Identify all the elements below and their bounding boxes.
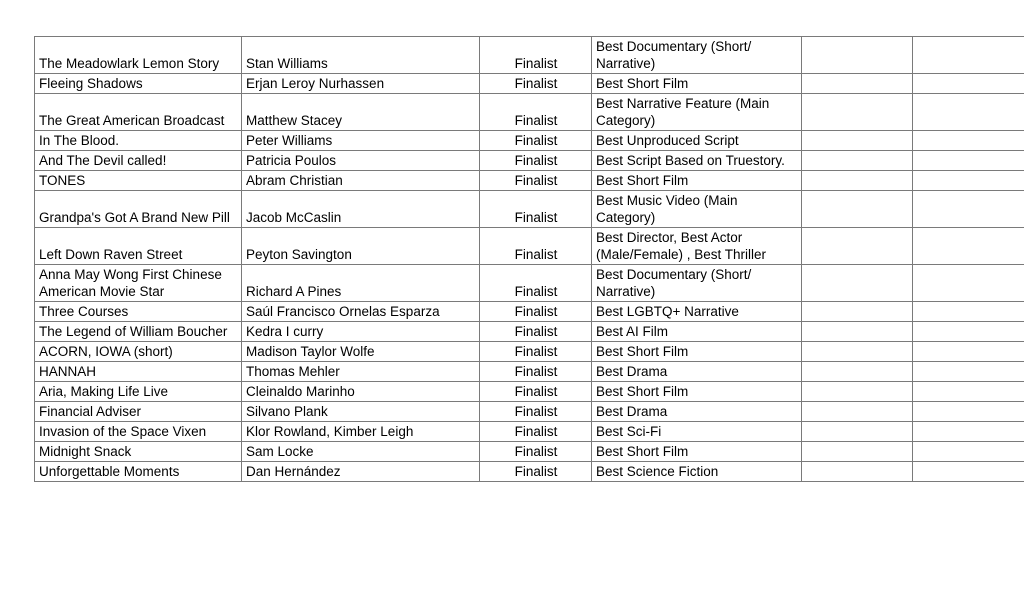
empty-cell xyxy=(802,342,913,362)
category-cell: Best Documentary (Short/ Narrative) xyxy=(592,265,802,302)
project-title-cell: Aria, Making Life Live xyxy=(35,382,242,402)
status-cell: Finalist xyxy=(480,302,592,322)
submitter-name-cell: Silvano Plank xyxy=(242,402,480,422)
empty-cell xyxy=(913,322,1024,342)
status-cell: Finalist xyxy=(480,382,592,402)
project-title-cell: In The Blood. xyxy=(35,131,242,151)
table-row xyxy=(35,265,1024,302)
category-cell: Best Science Fiction xyxy=(592,462,802,482)
category-cell: Best LGBTQ+ Narrative xyxy=(592,302,802,322)
empty-cell xyxy=(913,131,1024,151)
category-cell: Best Narrative Feature (Main Category) xyxy=(592,94,802,131)
finalists-table xyxy=(34,36,1024,482)
table-row xyxy=(35,131,1024,151)
empty-cell xyxy=(913,228,1024,265)
empty-cell xyxy=(802,462,913,482)
project-title-cell: Fleeing Shadows xyxy=(35,74,242,94)
status-cell: Finalist xyxy=(480,131,592,151)
empty-cell xyxy=(913,94,1024,131)
table-row xyxy=(35,422,1024,442)
empty-cell xyxy=(802,302,913,322)
category-cell: Best Director, Best Actor (Male/Female) , Best Thriller xyxy=(592,228,802,265)
table-row xyxy=(35,191,1024,228)
category-cell: Best Drama xyxy=(592,362,802,382)
category-cell: Best Drama xyxy=(592,402,802,422)
empty-cell xyxy=(802,171,913,191)
table-row xyxy=(35,151,1024,171)
empty-cell xyxy=(802,37,913,74)
submitter-name-cell: Matthew Stacey xyxy=(242,94,480,131)
table-row xyxy=(35,94,1024,131)
project-title-cell: Unforgettable Moments xyxy=(35,462,242,482)
table-row xyxy=(35,462,1024,482)
empty-cell xyxy=(802,422,913,442)
submitter-name-cell: Richard A Pines xyxy=(242,265,480,302)
empty-cell xyxy=(913,37,1024,74)
empty-cell xyxy=(802,322,913,342)
table-row xyxy=(35,402,1024,422)
empty-cell xyxy=(913,191,1024,228)
submitter-name-cell: Sam Locke xyxy=(242,442,480,462)
project-title-cell: Midnight Snack xyxy=(35,442,242,462)
finalists-table-body xyxy=(35,37,1024,482)
category-cell: Best Sci-Fi xyxy=(592,422,802,442)
status-cell: Finalist xyxy=(480,402,592,422)
empty-cell xyxy=(913,171,1024,191)
table-row xyxy=(35,228,1024,265)
empty-cell xyxy=(802,382,913,402)
category-cell: Best Short Film xyxy=(592,342,802,362)
submitter-name-cell: Cleinaldo Marinho xyxy=(242,382,480,402)
table-row xyxy=(35,382,1024,402)
status-cell: Finalist xyxy=(480,151,592,171)
table-row xyxy=(35,171,1024,191)
submitter-name-cell: Thomas Mehler xyxy=(242,362,480,382)
project-title-cell: TONES xyxy=(35,171,242,191)
submitter-name-cell: Dan Hernández xyxy=(242,462,480,482)
empty-cell xyxy=(913,362,1024,382)
submitter-name-cell: Erjan Leroy Nurhassen xyxy=(242,74,480,94)
category-cell: Best Short Film xyxy=(592,171,802,191)
empty-cell xyxy=(802,151,913,171)
status-cell: Finalist xyxy=(480,422,592,442)
status-cell: Finalist xyxy=(480,228,592,265)
submitter-name-cell: Kedra I curry xyxy=(242,322,480,342)
table-row xyxy=(35,322,1024,342)
category-cell: Best Unproduced Script xyxy=(592,131,802,151)
category-cell: Best Documentary (Short/ Narrative) xyxy=(592,37,802,74)
empty-cell xyxy=(913,422,1024,442)
submitter-name-cell: Jacob McCaslin xyxy=(242,191,480,228)
project-title-cell: And The Devil called! xyxy=(35,151,242,171)
category-cell: Best Script Based on Truestory. xyxy=(592,151,802,171)
empty-cell xyxy=(913,402,1024,422)
status-cell: Finalist xyxy=(480,362,592,382)
status-cell: Finalist xyxy=(480,191,592,228)
submitter-name-cell: Stan Williams xyxy=(242,37,480,74)
empty-cell xyxy=(802,228,913,265)
project-title-cell: Financial Adviser xyxy=(35,402,242,422)
table-row xyxy=(35,302,1024,322)
project-title-cell: Grandpa's Got A Brand New Pill xyxy=(35,191,242,228)
project-title-cell: ACORN, IOWA (short) xyxy=(35,342,242,362)
submitter-name-cell: Abram Christian xyxy=(242,171,480,191)
status-cell: Finalist xyxy=(480,342,592,362)
table-row xyxy=(35,342,1024,362)
submitter-name-cell: Klor Rowland, Kimber Leigh xyxy=(242,422,480,442)
empty-cell xyxy=(802,362,913,382)
empty-cell xyxy=(913,265,1024,302)
status-cell: Finalist xyxy=(480,171,592,191)
project-title-cell: Left Down Raven Street xyxy=(35,228,242,265)
empty-cell xyxy=(913,302,1024,322)
category-cell: Best Short Film xyxy=(592,74,802,94)
table-row xyxy=(35,37,1024,74)
project-title-cell: Invasion of the Space Vixen xyxy=(35,422,242,442)
category-cell: Best AI Film xyxy=(592,322,802,342)
submitter-name-cell: Peyton Savington xyxy=(242,228,480,265)
category-cell: Best Short Film xyxy=(592,382,802,402)
empty-cell xyxy=(802,74,913,94)
empty-cell xyxy=(802,94,913,131)
status-cell: Finalist xyxy=(480,265,592,302)
empty-cell xyxy=(802,265,913,302)
empty-cell xyxy=(913,382,1024,402)
status-cell: Finalist xyxy=(480,462,592,482)
empty-cell xyxy=(802,402,913,422)
project-title-cell: Anna May Wong First Chinese American Movie Star xyxy=(35,265,242,302)
status-cell: Finalist xyxy=(480,74,592,94)
empty-cell xyxy=(802,131,913,151)
table-row xyxy=(35,74,1024,94)
category-cell: Best Short Film xyxy=(592,442,802,462)
empty-cell xyxy=(802,442,913,462)
empty-cell xyxy=(913,74,1024,94)
table-row xyxy=(35,362,1024,382)
submitter-name-cell: Saúl Francisco Ornelas Esparza xyxy=(242,302,480,322)
project-title-cell: The Legend of William Boucher xyxy=(35,322,242,342)
submitter-name-cell: Madison Taylor Wolfe xyxy=(242,342,480,362)
empty-cell xyxy=(913,442,1024,462)
empty-cell xyxy=(913,342,1024,362)
status-cell: Finalist xyxy=(480,37,592,74)
submitter-name-cell: Patricia Poulos xyxy=(242,151,480,171)
project-title-cell: HANNAH xyxy=(35,362,242,382)
status-cell: Finalist xyxy=(480,442,592,462)
project-title-cell: Three Courses xyxy=(35,302,242,322)
empty-cell xyxy=(913,151,1024,171)
empty-cell xyxy=(802,191,913,228)
category-cell: Best Music Video (Main Category) xyxy=(592,191,802,228)
empty-cell xyxy=(913,462,1024,482)
status-cell: Finalist xyxy=(480,322,592,342)
project-title-cell: The Meadowlark Lemon Story xyxy=(35,37,242,74)
table-row xyxy=(35,442,1024,462)
status-cell: Finalist xyxy=(480,94,592,131)
project-title-cell: The Great American Broadcast xyxy=(35,94,242,131)
submitter-name-cell: Peter Williams xyxy=(242,131,480,151)
